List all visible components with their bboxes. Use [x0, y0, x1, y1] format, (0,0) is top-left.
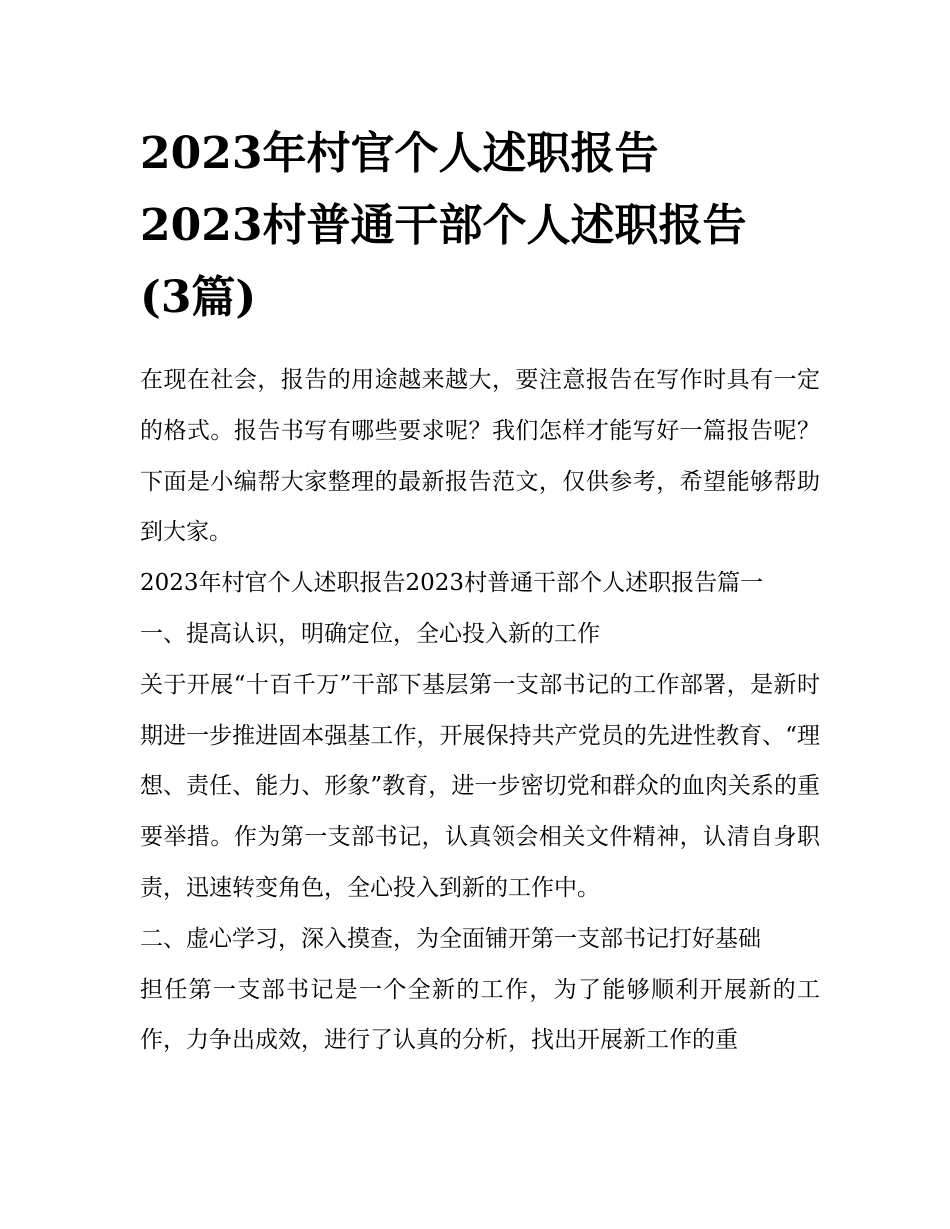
section-2-paragraph: 担任第一支部书记是一个全新的工作，为了能够顺利开展新的工作，力争出成效，进行了认真的分析，找出开展新工作的重: [140, 976, 820, 1054]
document-title: [140, 118, 840, 334]
title-line-3: (3篇): [140, 272, 257, 323]
section-2-heading: 二、虚心学习，深入摸查，为全面铺开第一支部书记打好基础: [140, 925, 761, 952]
document-body: [140, 355, 820, 1066]
title-line-1: 2023年村官个人述职报告: [140, 128, 659, 179]
article-heading: 2023年村官个人述职报告2023村普通干部个人述职报告篇一: [140, 570, 764, 597]
title-line-2: 2023村普通干部个人述职报告: [140, 200, 747, 251]
section-1-heading: 一、提高认识，明确定位，全心投入新的工作: [140, 620, 600, 647]
section-1-paragraph: 关于开展“十百千万”干部下基层第一支部书记的工作部署，是新时期进一步推进固本强基工作，开展保持共产党员的先进性教育、“理想、责任、能力、形象”教育，进一步密切党和群众的血肉关系的重要举措。作为第一支部书记，认真领会相关文件精神，认清自身职责，迅速转变角色，全心投入到新的工作中。: [140, 671, 820, 901]
intro-paragraph: 在现在社会，报告的用途越来越大，要注意报告在写作时具有一定的格式。报告书写有哪些要求呢？我们怎样才能写好一篇报告呢？下面是小编帮大家整理的最新报告范文，仅供参考，希望能够帮助到大家。: [140, 367, 820, 546]
